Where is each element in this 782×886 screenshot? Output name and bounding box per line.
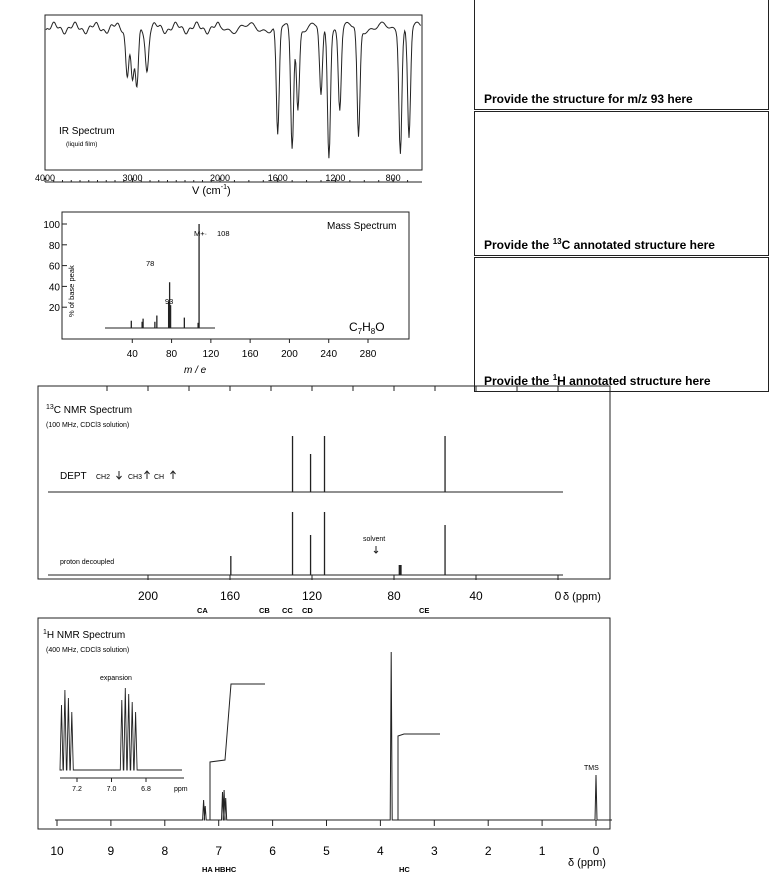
ms-molecular-ion-value: 108 — [217, 229, 230, 238]
solvent-label: solvent — [363, 536, 386, 543]
ms-x-tick-label: 160 — [241, 349, 259, 360]
c13-label-e: CE — [419, 606, 430, 615]
h1-title: $^1$H NMR Spectrum — [43, 629, 126, 641]
h1-tick-label: 7 — [215, 844, 223, 858]
ms-xlabel: m / e — [184, 365, 207, 376]
ir-trace — [46, 22, 421, 158]
ms-x-tick-label: 120 — [202, 349, 220, 360]
dept-legend-ch2: CH2 — [96, 474, 111, 481]
h1-expansion-tick-label: 7.2 — [72, 786, 82, 793]
ms-ylabel: % of base peak — [67, 265, 76, 317]
h1-tick-label: 1 — [538, 844, 546, 858]
h1-trace — [55, 652, 612, 820]
ir-tick-label: 3000 — [122, 173, 143, 183]
c13-conditions: (100 MHz, CDCl3 solution) — [46, 422, 130, 429]
dept-down-arrow-icon — [117, 471, 122, 479]
c13-tick-label: 160 — [219, 589, 241, 603]
ms-title: Mass Spectrum — [327, 221, 397, 232]
h1-expansion-tick-label: 6.8 — [141, 786, 151, 793]
h1-expansion-tick-label: 7.0 — [106, 786, 117, 793]
h1-tms-label: TMS — [584, 765, 599, 772]
h1-integration-curve — [210, 684, 440, 820]
answer-box-mz93-label: Provide the structure for m/z 93 here — [484, 92, 693, 106]
dept-label: DEPT — [60, 471, 87, 482]
ms-peak-93-label: 93 — [165, 297, 174, 306]
dept-legend-ch3: CH3 — [128, 474, 143, 481]
c13-label-a: CA — [197, 606, 208, 615]
h1-unit: δ (ppm) — [568, 857, 606, 869]
ir-xlabel: V $(cm^{-1})$ — [192, 184, 231, 197]
c13-label-d: CD — [302, 606, 313, 615]
ms-x-tick-label: 240 — [320, 349, 338, 360]
c13-label-b: CB — [259, 606, 270, 615]
c13-tick-label: 0 — [554, 589, 562, 603]
ms-x-tick-label: 40 — [126, 349, 138, 360]
answer-box-c13-label: Provide the $^{13}$C annotated structure here — [484, 237, 715, 252]
h1-tick-label: 9 — [107, 844, 115, 858]
ms-yticks — [43, 220, 67, 314]
ms-y-tick-label: 20 — [48, 303, 60, 315]
h1-expansion-trace — [60, 688, 182, 770]
c13-tick-label: 40 — [469, 589, 483, 603]
h1-tick-label: 6 — [269, 844, 276, 858]
h1-tick-label: 8 — [161, 844, 169, 858]
dept-up-arrow-icon — [145, 471, 150, 479]
h1-expansion-label: expansion — [100, 675, 132, 682]
ms-formula: $C_7H_8O$ — [349, 320, 385, 336]
ms-y-tick-label: 40 — [48, 282, 60, 294]
dept-peaks — [293, 436, 446, 492]
ir-title: IR Spectrum — [59, 126, 115, 137]
ir-panel — [35, 15, 422, 197]
h1-expansion-ticks — [72, 778, 151, 793]
ms-peak-78-label: 78 — [146, 259, 155, 268]
ms-x-tick-label: 80 — [166, 349, 178, 360]
ir-tick-label: 800 — [385, 173, 401, 183]
ir-tick-label: 1200 — [325, 173, 346, 183]
h1-tick-label: 2 — [484, 844, 492, 858]
h1-expansion-unit: ppm — [174, 786, 188, 793]
ir-tick-label: 4000 — [34, 173, 56, 183]
ir-tick-label: 1600 — [267, 173, 288, 183]
ms-panel — [43, 212, 409, 376]
ms-y-tick-label: 80 — [48, 240, 60, 252]
c13-label-c: CC — [282, 606, 293, 615]
ms-y-tick-label: 60 — [48, 261, 60, 273]
ms-x-tick-label: 280 — [359, 349, 377, 360]
ms-peaks — [131, 224, 199, 328]
c13-title: $^{13}$C NMR Spectrum — [46, 404, 133, 416]
answer-box-h1-label: Provide the $^1$H annotated structure here — [484, 373, 711, 388]
h1-tick-label: 3 — [430, 844, 438, 858]
h1-tick-label: 4 — [377, 844, 384, 858]
h1-label-abc: HA HBHC — [202, 865, 237, 874]
ms-xticks — [127, 339, 377, 360]
c13-peaks — [231, 512, 445, 575]
h1-axis-ticks — [50, 820, 599, 858]
c13-unit: δ (ppm) — [563, 591, 601, 603]
c13-tick-label: 200 — [137, 589, 159, 603]
h1-conditions: (400 MHz, CDCl3 solution) — [46, 647, 130, 654]
dept-legend-ch: CH — [154, 474, 165, 481]
ms-y-tick-label: 100 — [43, 220, 60, 231]
proton-decoupled-label: proton decoupled — [60, 559, 115, 566]
ir-tick-label: 2000 — [209, 173, 231, 183]
h1-tick-label: 5 — [323, 844, 330, 858]
h1-tick-label: 10 — [50, 844, 64, 858]
c13-tick-label: 80 — [387, 589, 401, 603]
c13-top-ticks — [107, 386, 558, 391]
ir-subtitle: (liquid film) — [66, 141, 98, 148]
ms-x-tick-label: 200 — [281, 349, 298, 360]
h1-panel — [38, 618, 612, 874]
solvent-arrow-icon — [374, 546, 378, 553]
c13-panel — [38, 386, 610, 615]
h1-tick-label: 0 — [592, 844, 600, 858]
dept-up-arrow-icon — [171, 471, 176, 479]
c13-tick-label: 120 — [301, 589, 323, 603]
h1-label-c: HC — [399, 865, 410, 874]
ms-molecular-ion-label: M+· — [194, 229, 208, 238]
